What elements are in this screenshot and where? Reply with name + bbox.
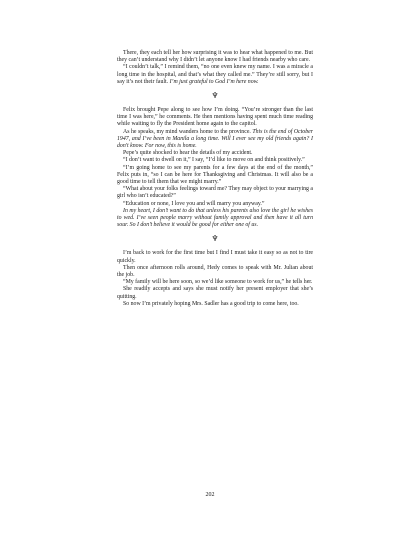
italic-thought: I’m just grateful to God I’m here now. — [169, 78, 259, 85]
paragraph: Then once afternoon rolls around, Hedy comes to speak with Mr. Julian about the job. — [117, 264, 313, 279]
section-separator-icon: ♆ — [211, 234, 219, 244]
paragraph: “I don’t want to dwell on it,” I say, “I’d like to move on and think positively.” — [123, 157, 305, 164]
paragraph: I’m back to work for the first time but I find I must take it easy so as not to tire quickly. — [117, 250, 313, 264]
paragraph: “What about your folks feelings toward me? They may object to your marrying a girl who isn’t educated?” — [117, 186, 313, 200]
paragraph: “My family will be here soon, so we’d like someone to work for us,” he tells her. — [123, 279, 313, 286]
paragraph: She readily accepts and says she must notify her present employer that she’s quitting. — [117, 286, 313, 300]
paragraph — [117, 129, 313, 151]
paragraph: Pepe’s quite shocked to hear the details of my accident. — [123, 150, 253, 157]
body-text — [117, 50, 313, 308]
italic-thought: This is the end of October 1947, and I’ve been in Manila a long time. Will I ever see my old friends again? I don't know. For now, this is home. — [117, 128, 313, 150]
page-number: 202 — [205, 492, 215, 498]
paragraph: So now I’m privately hoping Mrs. Sadler has a good trip to come here, too. — [123, 300, 299, 307]
paragraph: “Education or none, I love you and will marry you anyway.” — [123, 200, 265, 207]
paragraph-text: “I couldn’t talk,” I remind them, “no one even knew my name. I was a miracle a long time in the hospital, and that’s what they called me.” They’re still sorry, but I say it’s not their fault. — [117, 64, 313, 85]
paragraph — [117, 64, 313, 86]
paragraph: “I’m going home to see my parents for a few days at the end of the month,” Felix puts in, “so I can be here for Thanksgiving and Christmas. It will also be a good time to tell them that we might marry.” — [117, 164, 313, 186]
paragraph-text: As he speaks, my mind wanders home to the province. — [123, 128, 251, 135]
paragraph: Felix brought Pepe along to see how I’m doing. “You’re stronger than the last time I was here,” he comments. He then mentions having spent much time reading while waiting to fly the President home again to the capitol. — [117, 107, 313, 128]
paragraph: There, they each tell her how surprising it was to hear what happened to me. But they can’t understand why I didn’t let anyone know I had friends nearby who care. — [117, 50, 313, 64]
paragraph — [117, 208, 313, 230]
italic-thought: In my heart, I don’t want to do that unless his parents also love the girl he wishes to wed. I’ve seen people marry without family approval and then have it all turn sour. So I don’t believe it would be good for either one of us. — [117, 207, 313, 229]
section-separator-icon: ♆ — [211, 91, 219, 101]
